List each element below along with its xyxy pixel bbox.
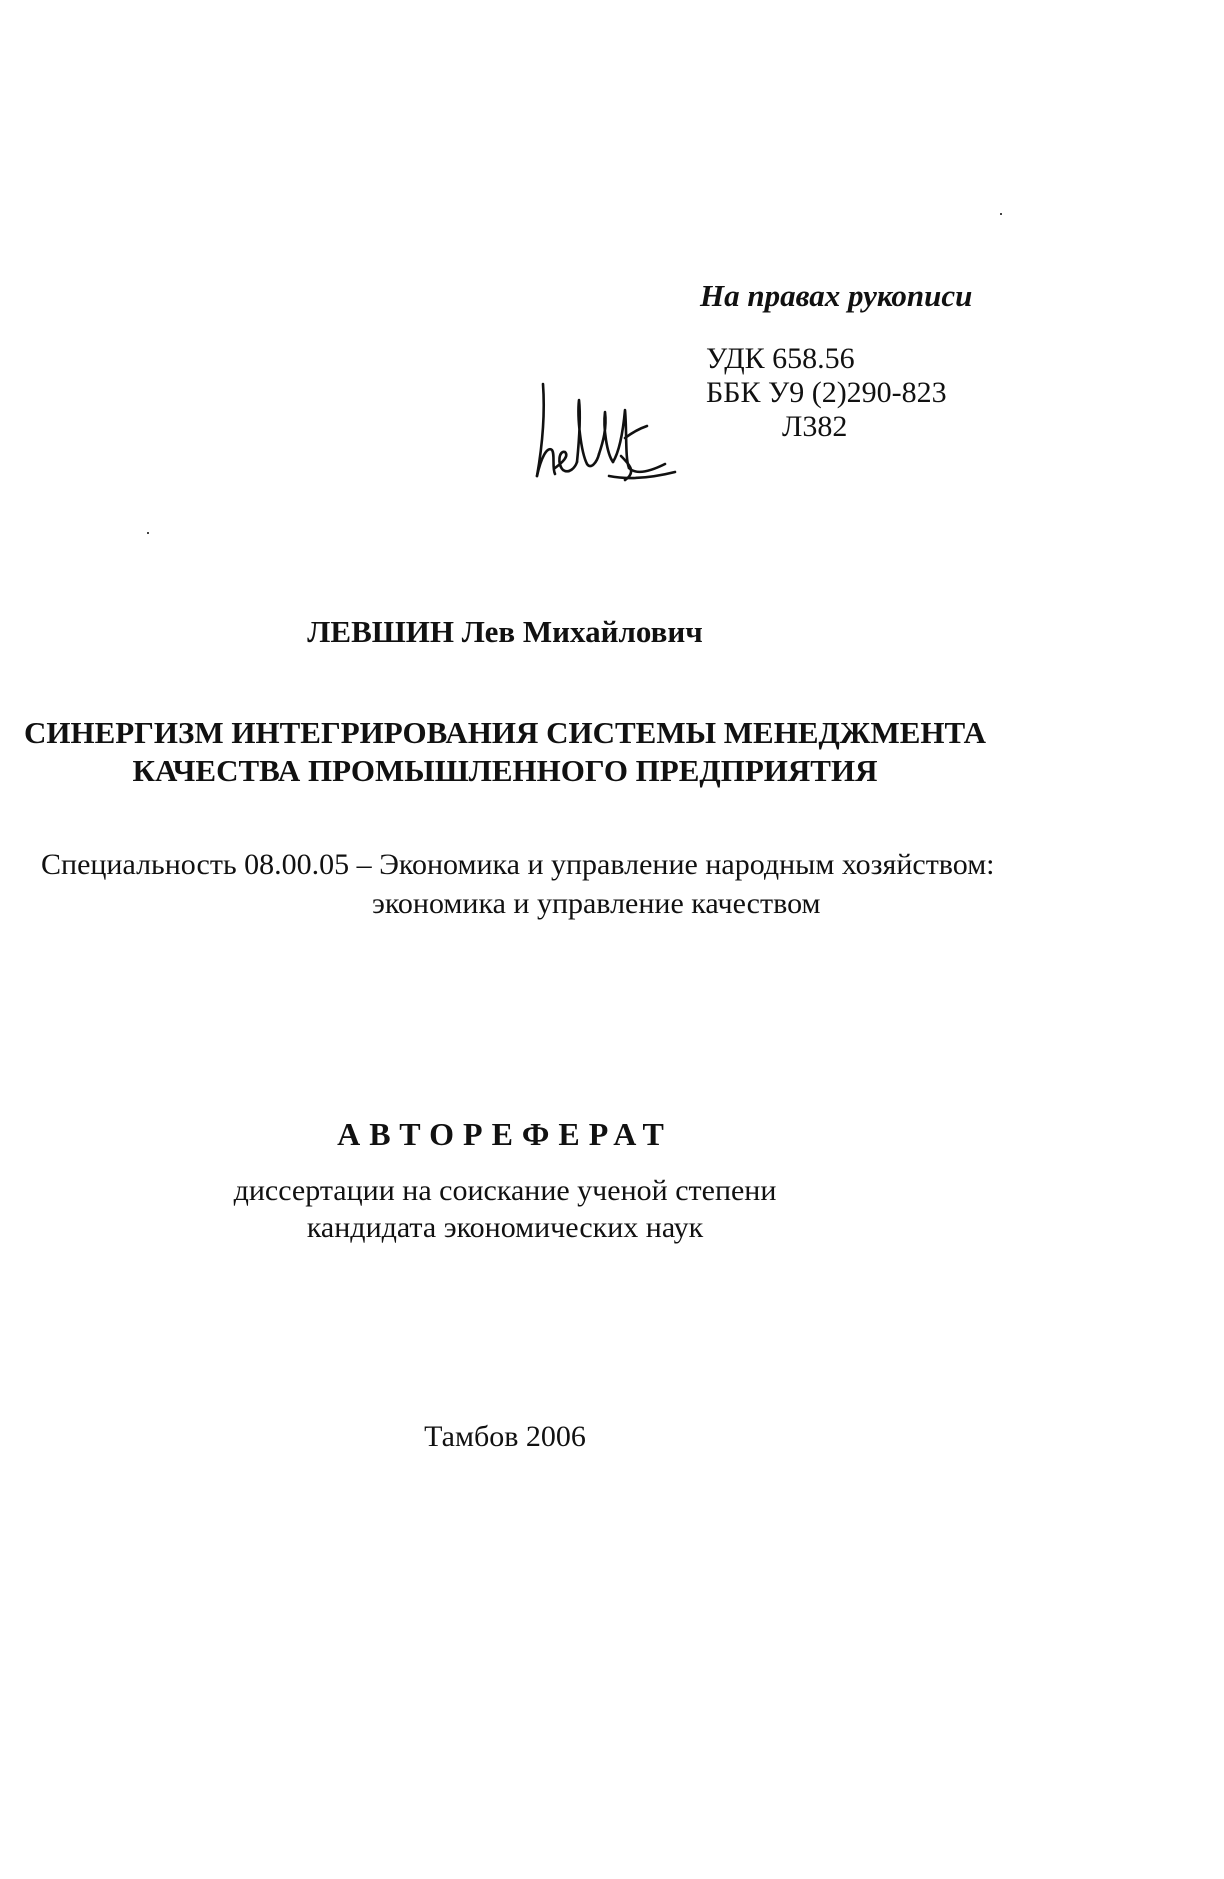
scan-speck: [1000, 213, 1002, 215]
specialty-line-2: экономика и управление качеством: [372, 887, 821, 920]
degree-line-1: диссертации на соискание ученой степени: [233, 1174, 777, 1207]
author-name: ЛЕВШИН Лев Михайлович: [307, 614, 703, 649]
document-type: АВТОРЕФЕРАТ: [337, 1116, 673, 1152]
title-line-2: КАЧЕСТВА ПРОМЫШЛЕННОГО ПРЕДПРИЯТИЯ: [132, 753, 878, 788]
specialty-line-1: Специальность 08.00.05 – Экономика и управление народным хозяйством:: [41, 848, 995, 881]
manuscript-note: На правах рукописи: [700, 278, 973, 313]
signature-icon: [525, 372, 685, 487]
place-and-year: Тамбов 2006: [424, 1420, 586, 1453]
author-mark: Л382: [782, 410, 848, 443]
degree-description: [0, 1172, 1010, 1246]
dissertation-title: [0, 714, 1010, 790]
scan-speck: [147, 532, 149, 534]
specialty: [0, 845, 1010, 923]
degree-line-2: кандидата экономических наук: [306, 1211, 704, 1244]
bbk-code: ББК У9 (2)290-823: [706, 376, 947, 409]
classification-codes: [706, 342, 947, 444]
udk-code: УДК 658.56: [706, 342, 855, 375]
title-line-1: СИНЕРГИЗМ ИНТЕГРИРОВАНИЯ СИСТЕМЫ МЕНЕДЖМЕНТА: [23, 715, 987, 750]
